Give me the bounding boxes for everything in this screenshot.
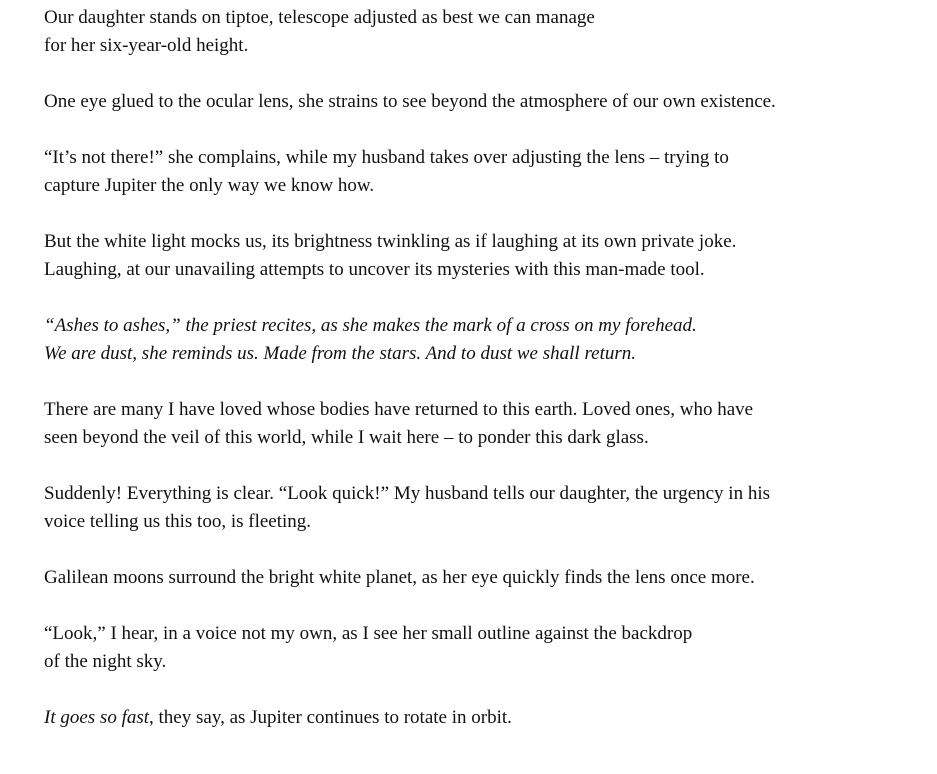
- stanza-6: [44, 396, 924, 452]
- poem-line: Galilean moons surround the bright white planet, as her eye quickly finds the lens once more.: [44, 567, 755, 588]
- stanza-9: [44, 620, 924, 676]
- poem-line: of the night sky.: [44, 651, 167, 672]
- poem-line: for her six-year-old height.: [44, 35, 249, 56]
- stanza-5-italic: [44, 312, 924, 368]
- stanza-4: [44, 228, 924, 284]
- poem-line: “It’s not there!” she complains, while my husband takes over adjusting the lens – trying to: [44, 147, 729, 168]
- stanza-1: [44, 4, 924, 60]
- stanza-7: [44, 480, 924, 536]
- poem-line: seen beyond the veil of this world, while I wait here – to ponder this dark glass.: [44, 427, 649, 448]
- line-remainder: , they say, as Jupiter continues to rotate in orbit.: [149, 707, 512, 728]
- poem-line: voice telling us this too, is fleeting.: [44, 511, 312, 532]
- poem-line: “Look,” I hear, in a voice not my own, as I see her small outline against the backdrop: [44, 623, 693, 644]
- poem-line: “Ashes to ashes,” the priest recites, as she makes the mark of a cross on my forehead.: [44, 315, 697, 336]
- poem-line: capture Jupiter the only way we know how.: [44, 175, 375, 196]
- stanza-2: [44, 88, 924, 116]
- poem-line-final: [44, 704, 924, 732]
- poem-line: Our daughter stands on tiptoe, telescope adjusted as best we can manage: [44, 7, 595, 28]
- poem-line: One eye glued to the ocular lens, she strains to see beyond the atmosphere of our own existence.: [44, 91, 776, 112]
- poem-line: But the white light mocks us, its brightness twinkling as if laughing at its own private joke.: [44, 231, 737, 252]
- italic-phrase: It goes so fast: [44, 707, 150, 728]
- stanza-8: [44, 564, 924, 592]
- stanza-10: [44, 704, 924, 732]
- poem-line: We are dust, she reminds us. Made from the stars. And to dust we shall return.: [44, 343, 636, 364]
- poem-body: [44, 4, 924, 760]
- poem-line: Laughing, at our unavailing attempts to uncover its mysteries with this man-made tool.: [44, 259, 705, 280]
- stanza-3: [44, 144, 924, 200]
- poem-line: There are many I have loved whose bodies have returned to this earth. Loved ones, who have: [44, 399, 754, 420]
- poem-line: Suddenly! Everything is clear. “Look quick!” My husband tells our daughter, the urgency in his: [44, 483, 771, 504]
